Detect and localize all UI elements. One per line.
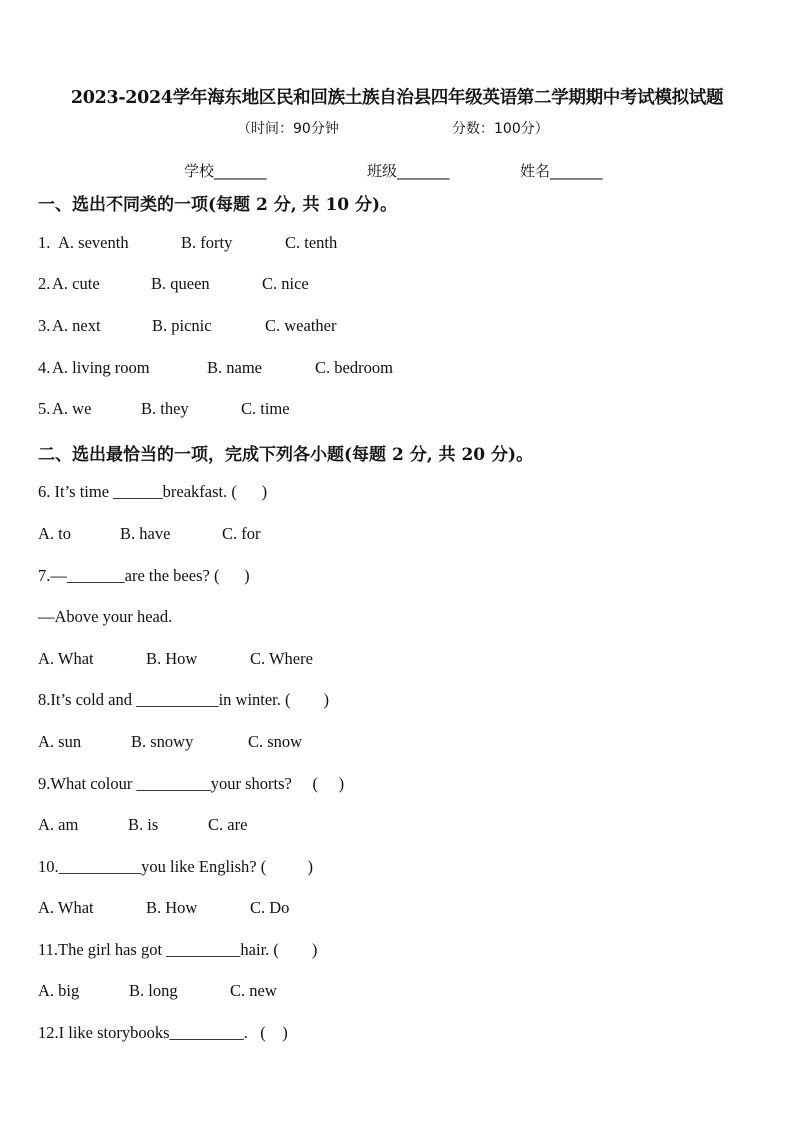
question-number: 4. — [38, 358, 51, 377]
option-c: C. bedroom — [315, 358, 393, 377]
option-c: C. Do — [250, 898, 290, 917]
option-b: B. snowy — [131, 732, 194, 751]
option-c: C. weather — [265, 316, 337, 335]
question-7-stem: 7.—_______are the bees? ( ) — [38, 566, 250, 585]
option-b: B. picnic — [152, 316, 212, 335]
option-b: B. name — [207, 358, 262, 377]
option-b: B. How — [146, 898, 198, 917]
option-c: C. time — [241, 399, 290, 418]
question-9-stem: 9.What colour _________your shorts? ( ) — [38, 774, 345, 793]
option-a: A. living room — [52, 358, 150, 377]
question-6-stem: 6. It’s time ______breakfast. ( ) — [38, 482, 268, 501]
option-a: A. cute — [52, 274, 100, 293]
option-b: B. queen — [151, 274, 210, 293]
option-a: A. to — [38, 524, 71, 543]
school-field: 学校_______ — [184, 162, 267, 180]
option-c: C. tenth — [285, 233, 338, 252]
option-a: A. we — [52, 399, 92, 418]
option-c: C. are — [208, 815, 248, 834]
option-c: C. Where — [250, 649, 313, 668]
option-b: B. How — [146, 649, 198, 668]
option-a: A. am — [38, 815, 79, 834]
option-b: B. long — [129, 981, 178, 1000]
option-a: A. What — [38, 649, 94, 668]
option-a: A. big — [38, 981, 80, 1000]
question-number: 5. — [38, 399, 51, 418]
section-2-heading: 二、选出最恰当的一项，完成下列各小题(每题 2 分, 共 20 分)。 — [38, 445, 534, 465]
question-12-stem: 12.I like storybooks_________. ( ) — [38, 1023, 288, 1042]
option-a: A. sun — [38, 732, 82, 751]
question-8-stem: 8.It’s cold and __________in winter. ( ) — [38, 690, 330, 709]
name-field: 姓名_______ — [520, 162, 603, 180]
question-11-stem: 11.The girl has got _________hair. ( ) — [38, 940, 318, 959]
option-c: C. new — [230, 981, 277, 1000]
question-number: 3. — [38, 316, 51, 335]
class-field: 班级_______ — [367, 162, 450, 180]
option-c: C. nice — [262, 274, 309, 293]
option-b: B. have — [120, 524, 171, 543]
option-a: A. next — [52, 316, 101, 335]
option-a: A. What — [38, 898, 94, 917]
option-b: B. is — [128, 815, 159, 834]
exam-time: （时间：90分钟 — [237, 121, 339, 137]
option-c: C. for — [222, 524, 261, 543]
page-title: 2023-2024学年海东地区民和回族土族自治县四年级英语第二学期期中考试模拟试题 — [70, 88, 724, 108]
option-a: A. seventh — [58, 233, 129, 252]
option-b: B. forty — [181, 233, 233, 252]
section-1-heading: 一、选出不同类的一项(每题 2 分, 共 10 分)。 — [38, 195, 398, 215]
question-10-stem: 10.__________you like English? ( ) — [38, 857, 313, 876]
option-b: B. they — [141, 399, 189, 418]
question-number: 1. — [38, 233, 55, 252]
question-number: 2. — [38, 274, 51, 293]
exam-score: 分数：100分） — [452, 121, 549, 137]
question-7-reply: —Above your head. — [38, 607, 173, 626]
option-c: C. snow — [248, 732, 303, 751]
